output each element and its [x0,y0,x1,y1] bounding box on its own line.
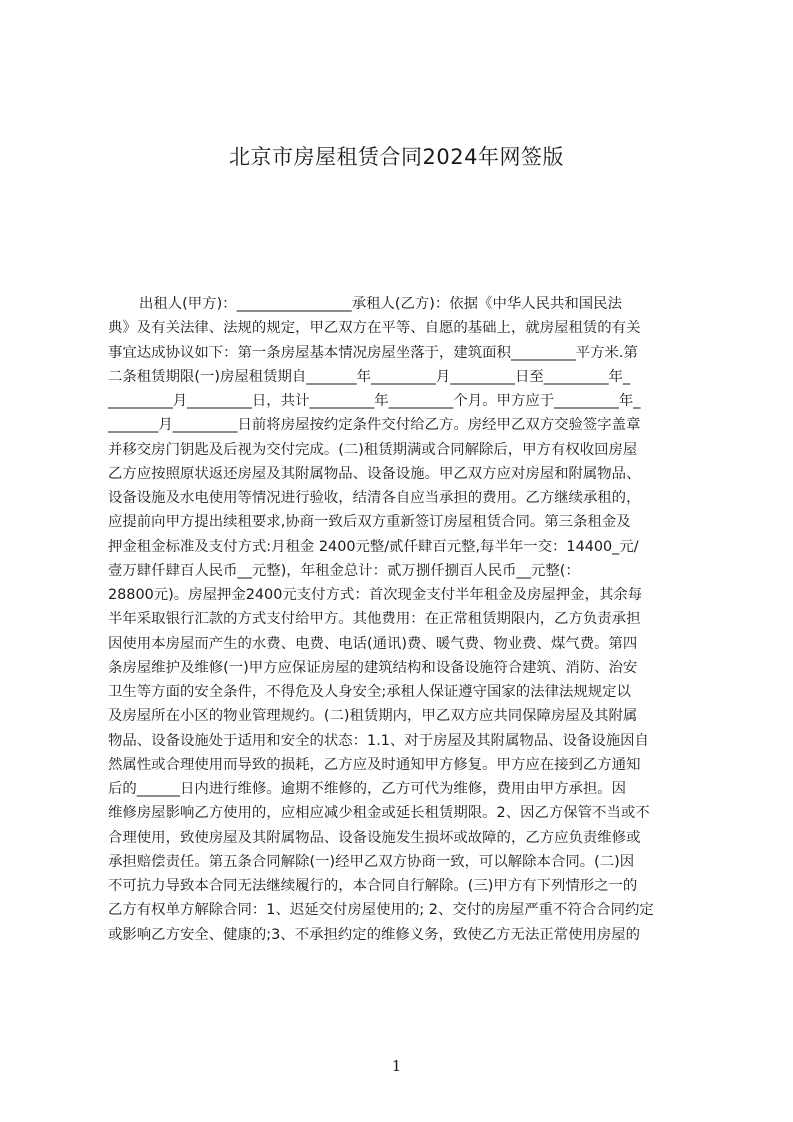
body-line: 卫生等方面的安全条件，不得危及人身安全;承租人保证遵守国家的法律法规规定以 [108,684,631,700]
body-line: 及房屋所在小区的物业管理规约。(二)租赁期内，甲乙双方应共同保障房屋及其附属 [108,708,638,725]
page-number: 1 [391,1057,402,1075]
body-line: 乙方有权单方解除合同：1、迟延交付房屋使用的; 2、交付的房屋严重不符合合同约定 [108,902,654,919]
body-line: 或影响乙方安全、健康的;3、不承担约定的维修义务，致使乙方无法正常使用房屋的 [108,926,641,943]
body-line: _________月_________日，共计_________年_________个月。甲方应于_________年_ [108,393,641,409]
body-line: 不可抗力导致本合同无法继续履行的，本合同自行解除。(三)甲方有下列情形之一的 [108,878,638,894]
body-line: 28800元)。房屋押金2400元支付方式：首次现金支付半年租金及房屋押金，其余每 [108,587,643,603]
body-line: 条房屋维护及维修(一)甲方应保证房屋的建筑结构和设备设施符合建筑、消防、治安 [108,659,638,676]
body-line: 乙方应按照原状返还房屋及其附属物品、设备设施。甲乙双方应对房屋和附属物品、 [108,465,641,482]
body-line: 押金租金标准及支付方式:月租金 2400元整/贰仟肆百元整,每半年一交：14400_元/ [108,538,639,555]
body-line: 二条租赁期限(一)房屋租赁期自_______年_________月_________日至_________年_ [108,368,631,385]
body-line: 并移交房门钥匙及后视为交付完成。(二)租赁期满或合同解除后，甲方有权收回房屋 [108,441,638,458]
body-line: 后的______日内进行维修。逾期不维修的，乙方可代为维修，费用由甲方承担。因 [108,781,627,797]
body-line: 然属性或合理使用而导致的损耗，乙方应及时通知甲方修复。甲方应在接到乙方通知 [108,756,641,773]
body-line: 事宜达成协议如下：第一条房屋基本情况房屋坐落于，建筑面积_________平方米.第 [108,344,638,361]
body-line: 壹万肆仟肆百人民币__元整)，年租金总计：贰万捌仟捌百人民币__元整(： [108,562,580,579]
body-line: 因使用本房屋而产生的水费、电费、电话(通讯)费、暖气费、物业费、煤气费。第四 [108,635,638,652]
body-line: 出租人(甲方)：________________承租人(乙方)：依据《中华人民共和国民法 [139,296,622,312]
body-line: 典》及有关法律、法规的规定，甲乙双方在平等、自愿的基础上，就房屋租赁的有关 [108,320,641,337]
body-line: 物品、设备设施处于适用和安全的状态：1.1、对于房屋及其附属物品、设备设施因自 [108,732,649,749]
body-line: 合理使用，致使房屋及其附属物品、设备设施发生损坏或故障的，乙方应负责维修或 [108,829,641,846]
body-line: 应提前向甲方提出续租要求,协商一致后双方重新签订房屋租赁合同。第三条租金及 [108,514,631,531]
body-line: _______月_________日前将房屋按约定条件交付给乙方。房经甲乙双方交验签字盖章 [108,417,641,434]
body-line: 维修房屋影响乙方使用的，应相应减少租金或延长租赁期限。2、因乙方保管不当或不 [108,805,650,822]
document-title: 北京市房屋租赁合同2024年网签版 [229,145,564,169]
body-line: 承担赔偿责任。第五条合同解除(一)经甲乙双方协商一致，可以解除本合同。(二)因 [108,853,635,870]
body-line: 半年采取银行汇款的方式支付给甲方。其他费用：在正常租赁期限内，乙方负责承担 [108,611,641,628]
body-line: 设备设施及水电使用等情况进行验收，结清各自应当承担的费用。乙方继续承租的， [108,490,641,506]
contract-body [108,292,698,1032]
